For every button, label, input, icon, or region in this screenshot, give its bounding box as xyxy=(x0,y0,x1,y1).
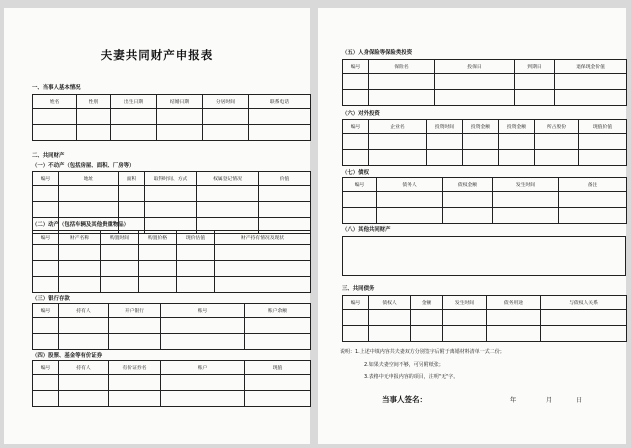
blank-cell xyxy=(343,90,369,106)
column-header: 编号 xyxy=(33,361,59,375)
blank-cell xyxy=(493,208,559,224)
blank-cell xyxy=(59,277,101,293)
blank-cell xyxy=(33,334,59,350)
blank-cell xyxy=(259,186,311,202)
table-row xyxy=(343,310,627,326)
section-joint-debts-heading: 三、共同债务 xyxy=(342,286,375,292)
section-insurance-heading: （五）人身保险等保险类投资 xyxy=(342,50,413,56)
parties-table xyxy=(32,94,311,141)
table-row xyxy=(33,245,311,261)
insurance-table xyxy=(342,59,627,106)
column-header: 编号 xyxy=(343,296,369,310)
column-header: 发生时间 xyxy=(443,296,487,310)
blank-cell xyxy=(515,74,555,90)
blank-cell xyxy=(435,90,515,106)
blank-cell xyxy=(77,109,111,125)
blank-cell xyxy=(145,202,197,218)
blank-cell xyxy=(427,134,463,150)
blank-cell xyxy=(579,134,627,150)
blank-cell xyxy=(215,245,311,261)
date-day: 日 xyxy=(576,397,583,404)
blank-cell xyxy=(493,192,559,208)
column-header: 结婚日期 xyxy=(157,95,203,109)
header-row xyxy=(33,304,311,318)
blank-cell xyxy=(59,334,109,350)
joint-debts-table xyxy=(342,295,627,342)
column-header: 债务用途 xyxy=(487,296,541,310)
table-row xyxy=(343,326,627,342)
blank-cell xyxy=(411,326,443,342)
blank-cell xyxy=(499,134,535,150)
blank-cell xyxy=(499,150,535,166)
securities-table xyxy=(32,360,311,407)
section-joint-assets-heading: 二、共同财产 xyxy=(32,153,65,159)
blank-cell xyxy=(343,192,377,208)
blank-cell xyxy=(139,245,177,261)
column-header: 编号 xyxy=(33,231,59,245)
blank-cell xyxy=(157,125,203,141)
blank-cell xyxy=(579,150,627,166)
blank-cell xyxy=(33,391,59,407)
table-row xyxy=(33,375,311,391)
bank-deposits-table xyxy=(32,303,311,350)
column-header: 持有人 xyxy=(59,304,109,318)
note-1: 说明：1.上述中填内容共夫妻双方分别签字后附于离婚材料清单一式二份； xyxy=(340,349,505,355)
section-other-assets-heading: （八）其他共同财产 xyxy=(342,227,391,233)
blank-cell xyxy=(111,125,157,141)
blank-cell xyxy=(161,318,245,334)
column-header: 发生时间 xyxy=(493,178,559,192)
column-header: 编号 xyxy=(343,60,369,74)
column-header: 有价证券名 xyxy=(109,361,161,375)
blank-cell xyxy=(259,202,311,218)
blank-cell xyxy=(369,150,427,166)
blank-cell xyxy=(177,261,215,277)
column-header: 取得时间、方式 xyxy=(145,172,197,186)
header-row xyxy=(343,60,627,74)
table-row xyxy=(343,74,627,90)
table-row xyxy=(343,208,627,224)
column-header: 现价估值 xyxy=(177,231,215,245)
blank-cell xyxy=(59,245,101,261)
column-header: 所占股份 xyxy=(535,120,579,134)
blank-cell xyxy=(249,125,311,141)
blank-cell xyxy=(245,375,311,391)
blank-cell xyxy=(377,192,443,208)
column-header: 财产持有情况及现状 xyxy=(215,231,311,245)
blank-cell xyxy=(541,310,627,326)
investment-table xyxy=(342,119,627,166)
blank-cell xyxy=(541,326,627,342)
blank-cell xyxy=(555,74,627,90)
blank-cell xyxy=(139,261,177,277)
blank-cell xyxy=(515,90,555,106)
table-row xyxy=(33,334,311,350)
blank-cell xyxy=(33,186,59,202)
column-header: 投保日 xyxy=(435,60,515,74)
blank-cell xyxy=(245,391,311,407)
section-movables-heading: （二）动产（包括车辆及其他贵重物品） xyxy=(32,222,130,228)
blank-cell xyxy=(109,318,161,334)
blank-cell xyxy=(555,90,627,106)
blank-cell xyxy=(535,134,579,150)
column-header: 购置时间 xyxy=(101,231,139,245)
blank-cell xyxy=(109,334,161,350)
column-header: 退保现金价值 xyxy=(555,60,627,74)
header-row xyxy=(33,172,311,186)
blank-cell xyxy=(119,202,145,218)
column-header: 到期日 xyxy=(515,60,555,74)
column-header: 购置价格 xyxy=(139,231,177,245)
blank-cell xyxy=(487,326,541,342)
blank-cell xyxy=(343,74,369,90)
blank-cell xyxy=(161,334,245,350)
blank-cell xyxy=(369,310,411,326)
blank-cell xyxy=(33,245,59,261)
blank-cell xyxy=(249,109,311,125)
section-real-estate-heading: （一）不动产（包括房屋、面积、厂房等） xyxy=(32,163,135,169)
blank-cell xyxy=(101,261,139,277)
blank-cell xyxy=(343,134,369,150)
blank-cell xyxy=(111,109,157,125)
form-title: 夫妻共同财产申报表 xyxy=(100,48,214,62)
blank-cell xyxy=(109,391,161,407)
column-header: 账号 xyxy=(161,304,245,318)
section-securities-heading: （四）股票、基金等有价证券 xyxy=(32,353,103,359)
column-header: 持有人 xyxy=(59,361,109,375)
table-row xyxy=(33,125,311,141)
blank-cell xyxy=(411,310,443,326)
blank-cell xyxy=(59,186,119,202)
blank-cell xyxy=(59,318,109,334)
blank-cell xyxy=(443,208,493,224)
table-row xyxy=(33,261,311,277)
blank-cell xyxy=(109,375,161,391)
movables-table xyxy=(32,230,311,293)
table-row xyxy=(33,277,311,293)
blank-cell xyxy=(101,245,139,261)
column-header: 面积 xyxy=(119,172,145,186)
table-row xyxy=(343,134,627,150)
blank-cell xyxy=(161,391,245,407)
blank-cell xyxy=(203,125,249,141)
header-row xyxy=(33,361,311,375)
column-header: 出生日期 xyxy=(111,95,157,109)
other-assets-box xyxy=(342,236,626,276)
blank-cell xyxy=(443,326,487,342)
blank-cell xyxy=(33,202,59,218)
blank-cell xyxy=(369,326,411,342)
blank-cell xyxy=(197,202,259,218)
blank-cell xyxy=(435,74,515,90)
column-header: 编号 xyxy=(33,172,59,186)
blank-cell xyxy=(203,109,249,125)
blank-cell xyxy=(157,109,203,125)
column-header: 分居时间 xyxy=(203,95,249,109)
column-header: 性别 xyxy=(77,95,111,109)
blank-cell xyxy=(245,318,311,334)
right-page xyxy=(318,8,626,444)
blank-cell xyxy=(343,310,369,326)
header-row xyxy=(33,231,311,245)
table-row xyxy=(33,186,311,202)
section-parties-heading: 一、当事人基本情况 xyxy=(32,85,81,91)
blank-cell xyxy=(77,125,111,141)
column-header: 财产名称 xyxy=(59,231,101,245)
blank-cell xyxy=(245,334,311,350)
blank-cell xyxy=(427,150,463,166)
blank-cell xyxy=(369,74,435,90)
header-row xyxy=(33,95,311,109)
blank-cell xyxy=(559,208,627,224)
blank-cell xyxy=(161,375,245,391)
section-claims-heading: （七）债权 xyxy=(342,170,369,176)
column-header: 账户 xyxy=(161,361,245,375)
column-header: 现值价值 xyxy=(579,120,627,134)
column-header: 价值 xyxy=(259,172,311,186)
blank-cell xyxy=(33,375,59,391)
blank-cell xyxy=(139,277,177,293)
blank-cell xyxy=(33,277,59,293)
blank-cell xyxy=(33,125,77,141)
column-header: 姓名 xyxy=(33,95,77,109)
blank-cell xyxy=(177,277,215,293)
blank-cell xyxy=(177,245,215,261)
blank-cell xyxy=(343,326,369,342)
column-header: 债务人 xyxy=(377,178,443,192)
blank-cell xyxy=(33,261,59,277)
blank-cell xyxy=(487,310,541,326)
column-header: 保险名 xyxy=(369,60,435,74)
table-row xyxy=(33,109,311,125)
header-row xyxy=(343,296,627,310)
blank-cell xyxy=(559,192,627,208)
column-header: 债权人 xyxy=(369,296,411,310)
blank-cell xyxy=(377,208,443,224)
blank-cell xyxy=(343,150,369,166)
column-header: 编号 xyxy=(343,120,369,134)
table-row xyxy=(33,318,311,334)
column-header: 联系电话 xyxy=(249,95,311,109)
blank-cell xyxy=(443,192,493,208)
blank-cell xyxy=(197,186,259,202)
blank-cell xyxy=(463,150,499,166)
blank-cell xyxy=(535,150,579,166)
column-header: 编号 xyxy=(33,304,59,318)
table-row xyxy=(343,150,627,166)
column-header: 债权金额 xyxy=(443,178,493,192)
blank-cell xyxy=(369,90,435,106)
table-row xyxy=(33,391,311,407)
left-page xyxy=(4,8,310,444)
blank-cell xyxy=(463,134,499,150)
column-header: 地址 xyxy=(59,172,119,186)
column-header: 企业名 xyxy=(369,120,427,134)
section-bank-deposits-heading: （三）银行存款 xyxy=(32,296,70,302)
blank-cell xyxy=(343,208,377,224)
column-header: 编号 xyxy=(343,178,377,192)
table-row xyxy=(343,192,627,208)
note-2: 2.如果夫妻空间不够，可另附纸张； xyxy=(364,362,444,368)
blank-cell xyxy=(145,186,197,202)
column-header: 投资金额 xyxy=(463,120,499,134)
column-header: 备注 xyxy=(559,178,627,192)
date-month: 月 xyxy=(546,397,553,404)
blank-cell xyxy=(59,202,119,218)
blank-cell xyxy=(215,261,311,277)
blank-cell xyxy=(215,277,311,293)
table-row xyxy=(343,90,627,106)
blank-cell xyxy=(33,318,59,334)
signature-label: 当事人签名： xyxy=(382,395,427,404)
blank-cell xyxy=(59,391,109,407)
date-year: 年 xyxy=(510,397,517,404)
column-header: 投资金额 xyxy=(499,120,535,134)
blank-cell xyxy=(59,375,109,391)
column-header: 投资时间 xyxy=(427,120,463,134)
section-investment-heading: （六）对外投资 xyxy=(342,111,380,117)
header-row xyxy=(343,120,627,134)
blank-cell xyxy=(101,277,139,293)
column-header: 权属登记情况 xyxy=(197,172,259,186)
column-header: 金额 xyxy=(411,296,443,310)
header-row xyxy=(343,178,627,192)
blank-cell xyxy=(443,310,487,326)
column-header: 账户余额 xyxy=(245,304,311,318)
blank-cell xyxy=(119,186,145,202)
column-header: 开户银行 xyxy=(109,304,161,318)
blank-cell xyxy=(33,109,77,125)
blank-cell xyxy=(59,261,101,277)
note-3: 3.表格中无申报内容的项目，注明"无"字。 xyxy=(364,374,459,380)
claims-table xyxy=(342,177,627,224)
table-row xyxy=(33,202,311,218)
column-header: 现值 xyxy=(245,361,311,375)
column-header: 与债权人关系 xyxy=(541,296,627,310)
blank-cell xyxy=(369,134,427,150)
